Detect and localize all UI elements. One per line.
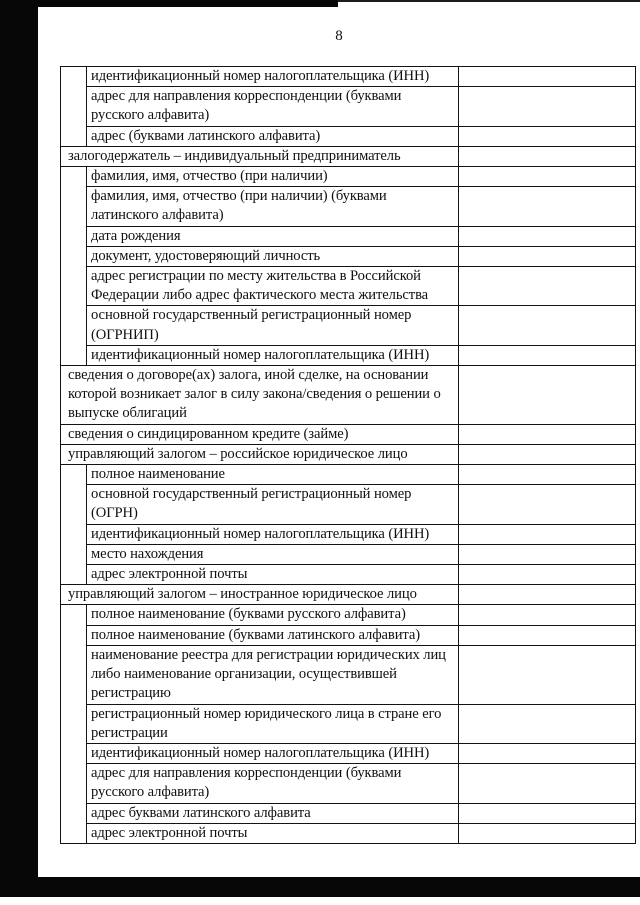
row-indent-spacer	[61, 525, 86, 545]
row-value-empty	[458, 306, 635, 345]
row-indent-spacer	[61, 346, 86, 366]
table-row	[61, 545, 635, 565]
row-value-empty	[458, 824, 635, 843]
row-value-empty	[458, 705, 635, 744]
row-label: фамилия, имя, отчество (при наличии) (буквами латинского алфавита)	[86, 187, 458, 226]
table-row	[61, 127, 635, 147]
row-label: идентификационный номер налогоплательщика (ИНН)	[86, 744, 458, 764]
row-indent-spacer	[61, 824, 86, 843]
table-row	[61, 147, 635, 167]
table-row	[61, 585, 635, 605]
row-label: основной государственный регистрационный номер (ОГРН)	[86, 485, 458, 524]
row-label: адрес регистрации по месту жительства в Российской Федерации либо адрес фактического места жительства	[86, 267, 458, 306]
table-row	[61, 87, 635, 126]
row-indent-spacer	[61, 167, 86, 187]
row-value-empty	[458, 227, 635, 247]
table-row	[61, 167, 635, 187]
row-value-empty	[458, 187, 635, 226]
table-row	[61, 366, 635, 425]
table-row	[61, 646, 635, 705]
row-label: адрес буквами латинского алфавита	[86, 804, 458, 824]
row-value-empty	[458, 445, 635, 465]
row-label: полное наименование (буквами русского алфавита)	[86, 605, 458, 625]
table-row	[61, 67, 635, 87]
row-indent-spacer	[61, 626, 86, 646]
row-label: адрес электронной почты	[86, 565, 458, 585]
row-label: фамилия, имя, отчество (при наличии)	[86, 167, 458, 187]
row-label: регистрационный номер юридического лица в стране его регистрации	[86, 705, 458, 744]
row-indent-spacer	[61, 306, 86, 345]
table-row	[61, 824, 635, 843]
row-value-empty	[458, 127, 635, 147]
table-row	[61, 346, 635, 366]
row-indent-spacer	[61, 744, 86, 764]
row-indent-spacer	[61, 187, 86, 226]
row-indent-spacer	[61, 764, 86, 803]
row-indent-spacer	[61, 605, 86, 625]
table-row	[61, 227, 635, 247]
row-value-empty	[458, 585, 635, 605]
table-row	[61, 705, 635, 744]
row-value-empty	[458, 346, 635, 366]
row-value-empty	[458, 425, 635, 445]
row-indent-spacer	[61, 565, 86, 585]
row-label: сведения о синдицированном кредите (займе)	[61, 425, 458, 445]
table-row	[61, 247, 635, 267]
row-value-empty	[458, 626, 635, 646]
row-label: место нахождения	[86, 545, 458, 565]
row-label: залогодержатель – индивидуальный предприниматель	[61, 147, 458, 167]
table-row	[61, 485, 635, 524]
table-row	[61, 565, 635, 585]
row-indent-spacer	[61, 485, 86, 524]
row-value-empty	[458, 804, 635, 824]
row-label: идентификационный номер налогоплательщика (ИНН)	[86, 67, 458, 87]
row-label: адрес для направления корреспонденции (буквами русского алфавита)	[86, 87, 458, 126]
row-value-empty	[458, 267, 635, 306]
row-value-empty	[458, 67, 635, 87]
row-indent-spacer	[61, 227, 86, 247]
row-indent-spacer	[61, 465, 86, 485]
row-value-empty	[458, 87, 635, 126]
scan-edge-bottom	[0, 877, 640, 897]
table-row	[61, 804, 635, 824]
table-row	[61, 605, 635, 625]
scan-edge-left	[0, 0, 38, 897]
row-label: адрес для направления корреспонденции (буквами русского алфавита)	[86, 764, 458, 803]
row-indent-spacer	[61, 646, 86, 705]
row-value-empty	[458, 764, 635, 803]
row-indent-spacer	[61, 804, 86, 824]
row-value-empty	[458, 646, 635, 705]
row-label: управляющий залогом – российское юридическое лицо	[61, 445, 458, 465]
row-indent-spacer	[61, 67, 86, 87]
table-row	[61, 744, 635, 764]
row-label: полное наименование (буквами латинского алфавита)	[86, 626, 458, 646]
table-row	[61, 465, 635, 485]
table-row	[61, 764, 635, 803]
table-row	[61, 306, 635, 345]
scan-edge-top	[38, 0, 338, 7]
row-value-empty	[458, 565, 635, 585]
row-label: управляющий залогом – иностранное юридическое лицо	[61, 585, 458, 605]
row-label: сведения о договоре(ах) залога, иной сделке, на основании которой возникает залог в силу закона/сведения о решении о выпуске облигаций	[61, 366, 458, 425]
table-row	[61, 626, 635, 646]
row-label: документ, удостоверяющий личность	[86, 247, 458, 267]
row-value-empty	[458, 545, 635, 565]
table-row	[61, 525, 635, 545]
row-label: адрес электронной почты	[86, 824, 458, 843]
table-row	[61, 267, 635, 306]
scan-edge-top-line	[338, 0, 640, 2]
registration-form-table	[60, 66, 636, 844]
row-label: основной государственный регистрационный номер (ОГРНИП)	[86, 306, 458, 345]
row-indent-spacer	[61, 705, 86, 744]
row-label: идентификационный номер налогоплательщика (ИНН)	[86, 346, 458, 366]
table-row	[61, 445, 635, 465]
row-label: адрес (буквами латинского алфавита)	[86, 127, 458, 147]
row-value-empty	[458, 525, 635, 545]
row-value-empty	[458, 247, 635, 267]
table-row	[61, 187, 635, 226]
row-indent-spacer	[61, 267, 86, 306]
row-indent-spacer	[61, 87, 86, 126]
row-value-empty	[458, 167, 635, 187]
row-indent-spacer	[61, 127, 86, 147]
row-value-empty	[458, 366, 635, 425]
row-value-empty	[458, 605, 635, 625]
row-label: дата рождения	[86, 227, 458, 247]
row-label: полное наименование	[86, 465, 458, 485]
row-value-empty	[458, 147, 635, 167]
page-number: 8	[335, 28, 343, 44]
row-indent-spacer	[61, 247, 86, 267]
row-value-empty	[458, 465, 635, 485]
table-row	[61, 425, 635, 445]
row-label: наименование реестра для регистрации юридических лиц либо наименование организации, осуществившей регистрацию	[86, 646, 458, 705]
row-label: идентификационный номер налогоплательщика (ИНН)	[86, 525, 458, 545]
row-value-empty	[458, 485, 635, 524]
row-indent-spacer	[61, 545, 86, 565]
row-value-empty	[458, 744, 635, 764]
